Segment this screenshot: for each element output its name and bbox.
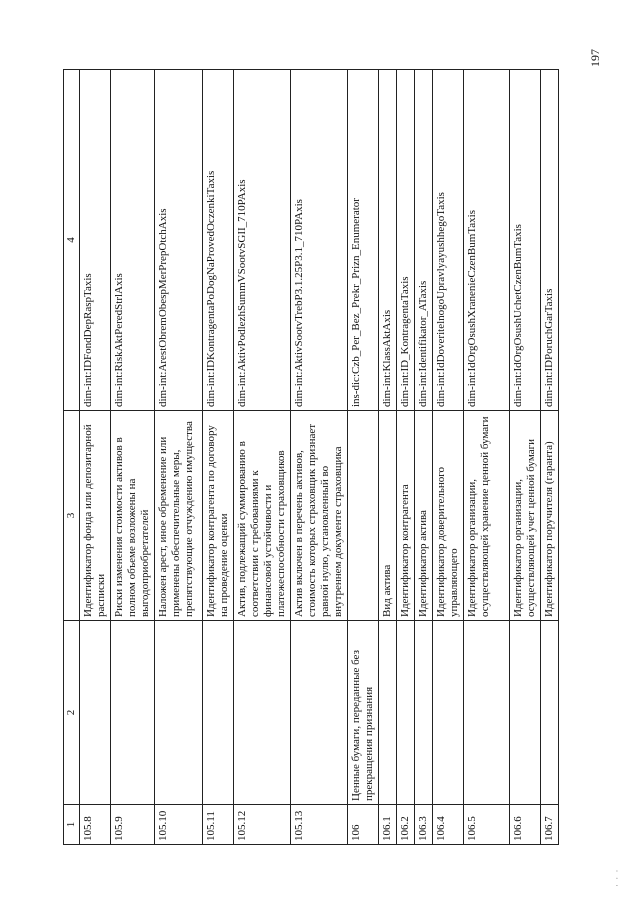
row-number: 105.9: [111, 805, 155, 845]
row-number: 106.5: [464, 805, 510, 845]
row-description: Актив, подлежащий суммированию в соответствии с требованиями к финансовой устойчивости и платежеспособности страховщиков: [234, 411, 291, 621]
row-category: Ценные бумаги, переданные без прекращения признания: [348, 621, 379, 805]
table-row: [510, 70, 541, 845]
header-col-3: 3: [64, 411, 80, 621]
row-number: 106.1: [379, 805, 397, 845]
row-code: dim-int:Identifikator_ATaxis: [415, 70, 433, 411]
row-category: [379, 621, 397, 805]
table-row: [291, 70, 348, 845]
table-row: [415, 70, 433, 845]
row-category: [397, 621, 415, 805]
table-row: [379, 70, 397, 845]
row-description: Риски изменения стоимости активов в полном объеме возложены на выгодоприобретателей: [111, 411, 155, 621]
row-number: 105.8: [80, 805, 111, 845]
row-code: dim-int:IDFondDepRaspTaxis: [80, 70, 111, 411]
row-description: Идентификатор поручителя (гаранта): [541, 411, 559, 621]
table-header-row: [64, 70, 80, 845]
row-description: Идентификатор контрагента по договору на проведение оценки: [203, 411, 234, 621]
row-code: dim-int:ArestObremObespMerPrepOtchAxis: [155, 70, 203, 411]
row-description: [348, 411, 379, 621]
row-code: dim-int:AktivPodlezhSummVSootvSGII_710PAxis: [234, 70, 291, 411]
row-description: Идентификатор актива: [415, 411, 433, 621]
row-code: dim-int:IDKontragentaPoDogNaProvedOczenkiTaxis: [203, 70, 234, 411]
row-description: Идентификатор организации, осуществляющей учет ценной бумаги: [510, 411, 541, 621]
row-number: 106.7: [541, 805, 559, 845]
row-code: dim-int:IdOrgOsushUchetCzenBumTaxis: [510, 70, 541, 411]
row-category: [510, 621, 541, 805]
row-code: dim-int:IdOrgOsushXranenieCzenBumTaxis: [464, 70, 510, 411]
row-code: dim-int:RiskAktPeredStrlAxis: [111, 70, 155, 411]
table-row: [397, 70, 415, 845]
row-number: 106.6: [510, 805, 541, 845]
row-category: [464, 621, 510, 805]
row-description: Идентификатор контрагента: [397, 411, 415, 621]
table-row: [155, 70, 203, 845]
row-category: [433, 621, 464, 805]
row-category: [80, 621, 111, 805]
row-number: 106: [348, 805, 379, 845]
header-col-1: 1: [64, 805, 80, 845]
row-category: [111, 621, 155, 805]
table-row: [234, 70, 291, 845]
header-col-4: 4: [64, 70, 80, 411]
table-row: [203, 70, 234, 845]
row-code: dim-int:AktivSootvTrebP3.1.25P3.1_710PAxis: [291, 70, 348, 411]
table-row: [111, 70, 155, 845]
row-category: [415, 621, 433, 805]
header-col-2: 2: [64, 621, 80, 805]
row-number: 106.2: [397, 805, 415, 845]
row-number: 106.3: [415, 805, 433, 845]
row-description: Актив включен в перечень активов, стоимость которых страховщик признает равной нулю, установленный во внутреннем документе страховщика: [291, 411, 348, 621]
row-description: Идентификатор доверительного управляющего: [433, 411, 464, 621]
row-category: [291, 621, 348, 805]
row-category: [155, 621, 203, 805]
data-table: [63, 69, 559, 845]
row-description: Вид актива: [379, 411, 397, 621]
table-row: [541, 70, 559, 845]
row-category: [541, 621, 559, 805]
row-description: Наложен арест, иное обременение или применены обеспечительные меры, препятствующие отчуждению имущества: [155, 411, 203, 621]
row-number: 106.4: [433, 805, 464, 845]
row-code: dim-int:IdDoveritelnogoUpravlyayushhegoTaxis: [433, 70, 464, 411]
row-code: ins-dic:Czb_Per_Bez_Prekr_Prizn_Enumerator: [348, 70, 379, 411]
row-number: 105.12: [234, 805, 291, 845]
row-number: 105.11: [203, 805, 234, 845]
row-description: Идентификатор фонда или депозитарной расписки: [80, 411, 111, 621]
scan-mark: · · ·: [612, 868, 622, 887]
row-code: dim-int:ID_KontragentaTaxis: [397, 70, 415, 411]
table-row: [433, 70, 464, 845]
table-row: [80, 70, 111, 845]
table-row: [348, 70, 379, 845]
table-row: [464, 70, 510, 845]
row-number: 105.10: [155, 805, 203, 845]
row-code: dim-int:KlassAktAxis: [379, 70, 397, 411]
page-number: 197: [588, 49, 602, 67]
row-description: Идентификатор организации, осуществляющей хранение ценной бумаги: [464, 411, 510, 621]
row-category: [234, 621, 291, 805]
row-number: 105.13: [291, 805, 348, 845]
row-code: dim-int:IDPoruchGarTaxis: [541, 70, 559, 411]
row-category: [203, 621, 234, 805]
